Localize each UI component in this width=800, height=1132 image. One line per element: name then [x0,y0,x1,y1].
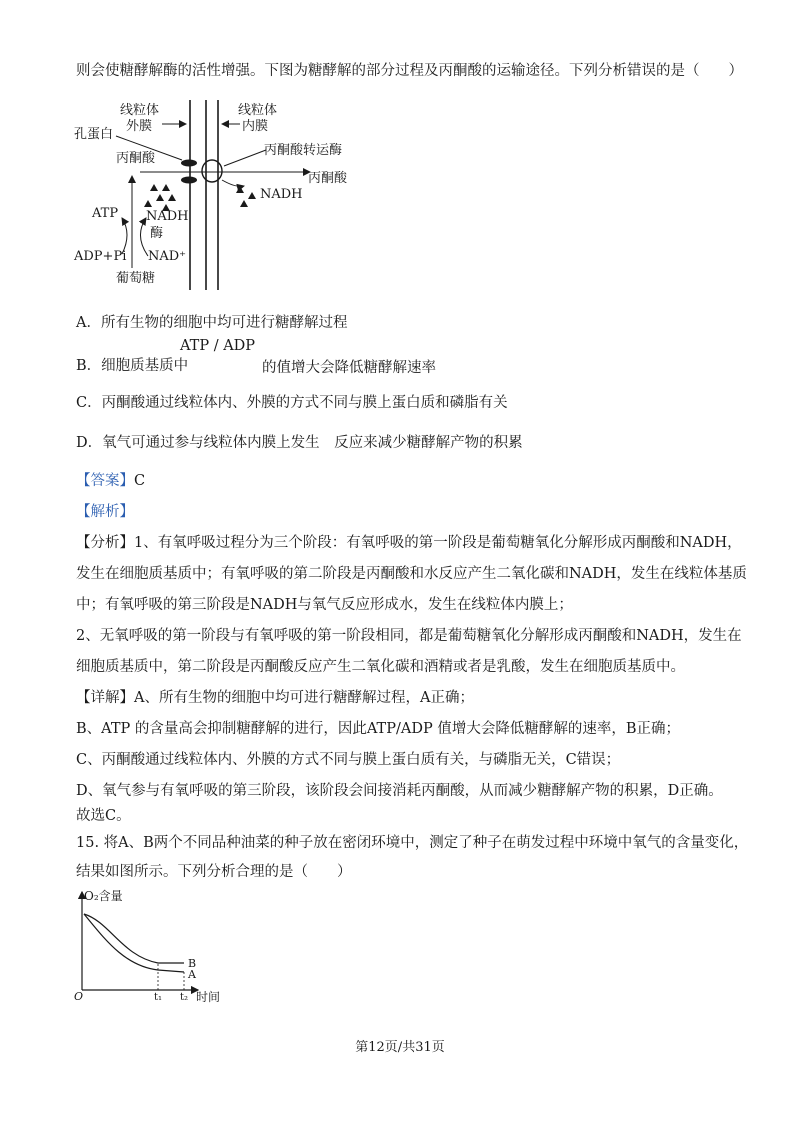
pyruvate-right-label: 丙酮酸 [308,171,348,186]
nadh-right-label: NADH [260,187,303,202]
page-footer: 第12页/共31页 [355,1040,445,1055]
analysis-line-6: 【详解】A、所有生物的细胞中均可进行糖酵解过程，A正确； [76,690,474,706]
adp-pi-label: ADP+Pi [74,249,127,264]
analysis-line-3: 中；有氧呼吸的第三阶段是NADH与氧气反应形成水，发生在线粒体内膜上； [76,597,573,613]
graph-t1: t₁ [154,992,163,1003]
outer-membrane-label-1: 线粒体 [120,103,160,118]
inner-membrane-label-1: 线粒体 [238,103,278,118]
analysis-line-9: D、氧气参与有氧呼吸的第三阶段，该阶段会间接消耗丙酮酸，从而减少糖酵解产物的积累，D正确。 [76,783,723,799]
curve-b-label: B [188,957,197,970]
transporter-label: 丙酮酸转运酶 [264,143,343,158]
analysis-line-2: 发生在细胞质基质中；有氧呼吸的第二阶段是丙酮酸和水反应产生二氧化碳和NADH，发生在线粒体基质 [76,566,747,582]
inner-membrane-label-2: 内膜 [242,119,269,134]
option-b-prefix: B．细胞质基质中 [76,358,189,374]
question-15-line-1: 15. 将A、B两个不同品种油菜的种子放在密闭环境中，测定了种子在萌发过程中环境中氧气的含量变化， [76,835,749,851]
analysis-label: 【解析】 [76,504,134,520]
triangles-right [236,186,256,207]
pyruvate-left-label: 丙酮酸 [116,151,156,166]
glycolysis-diagram [70,100,360,295]
option-b-suffix: 的值增大会降低糖酵解速率 [262,360,436,376]
transporter-shape [202,160,222,182]
graph-t2: t₂ [180,992,189,1003]
curve-b [84,914,184,963]
oxygen-graph [70,886,240,1008]
analysis-line-1: 【分析】1、有氧呼吸过程分为三个阶段：有氧呼吸的第一阶段是葡萄糖氧化分解形成丙酮酸和NADH， [76,535,742,551]
option-d: D．氧气可通过参与线粒体内膜上发生 反应来减少糖酵解产物的积累 [76,435,523,451]
graph-origin: O [74,990,84,1003]
analysis-line-10: 故选C。 [76,808,131,824]
outer-membrane-label-2: 外膜 [126,119,153,134]
nadh-left-label: NADH [146,209,189,224]
porin-shape-bottom [181,177,197,184]
atp-label: ATP [92,206,119,221]
answer-line [76,471,145,491]
question-15-line-2: 结果如图所示。下列分析合理的是（ ） [76,864,352,880]
porin-label: 孔蛋白 [74,127,114,142]
option-a: A．所有生物的细胞中均可进行糖酵解过程 [76,315,348,331]
option-c: C．丙酮酸通过线粒体内、外膜的方式不同与膜上蛋白质和磷脂有关 [76,395,508,411]
answer-value: C [134,473,146,489]
porin-shape-top [181,160,197,167]
analysis-line-8: C、丙酮酸通过线粒体内、外膜的方式不同与膜上蛋白质有关，与磷脂无关，C错误； [76,752,621,768]
answer-label: 【答案】 [76,473,134,489]
analysis-line-5: 细胞质基质中，第二阶段是丙酮酸反应产生二氧化碳和酒精或者是乳酸，发生在细胞质基质中。 [76,659,685,675]
curve-a-label: A [188,968,196,981]
glucose-label: 葡萄糖 [116,271,156,286]
graph-ylabel: O₂含量 [84,889,123,903]
enzyme-label: 酶 [150,226,164,241]
triangles-left [144,184,176,211]
intro-line: 则会使糖酵解酶的活性增强。下图为糖酵解的部分过程及丙酮酸的运输途径。下列分析错误的是（ ） [76,63,743,79]
graph-xlabel: 时间 [196,990,221,1004]
analysis-line-4: 2、无氧呼吸的第一阶段与有氧呼吸的第一阶段相同，都是葡萄糖氧化分解形成丙酮酸和NADH，发生在 [76,628,742,644]
analysis-line-7: B、ATP 的含量高会抑制糖酵解的进行，因此ATP/ADP 值增大会降低糖酵解的速率，B正确； [76,721,680,737]
option-b-fraction: ATP / ADP [180,338,256,354]
nad-label: NAD⁺ [148,249,187,264]
